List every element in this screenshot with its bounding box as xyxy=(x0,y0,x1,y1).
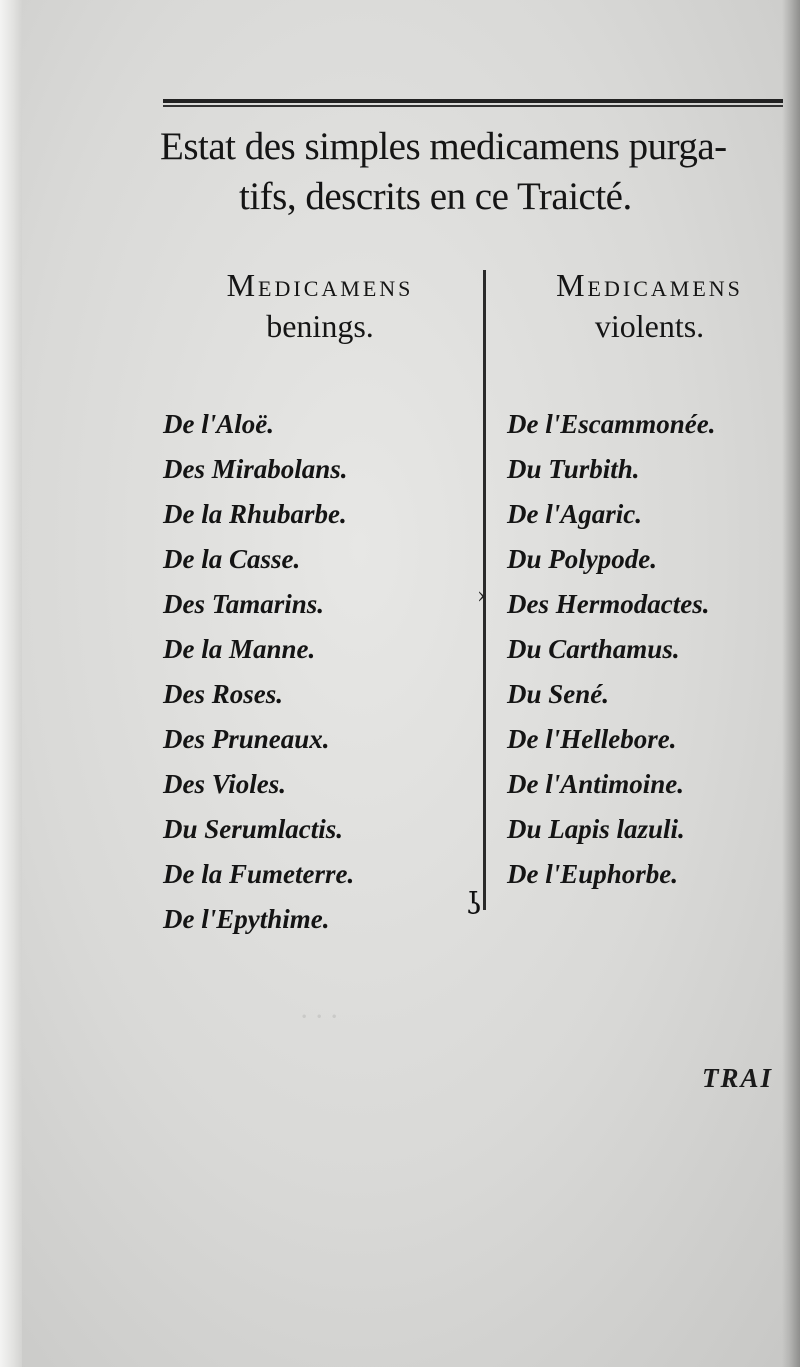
title-line-2: tifs, descrits en ce Traicté. xyxy=(239,175,632,218)
list-item: Des Violes. xyxy=(163,769,287,799)
list-item: De la Rhubarbe. xyxy=(163,499,347,529)
list-item: Des Pruneaux. xyxy=(163,724,330,754)
list-item: De l'Hellebore. xyxy=(507,724,677,754)
right-heading-caps: Medicamens xyxy=(556,267,743,303)
page-edge-left xyxy=(0,0,22,1367)
left-heading-caps: Medicamens xyxy=(226,267,414,303)
list-item: De l'Epythime. xyxy=(163,904,330,934)
list-item: De l'Escammonée. xyxy=(507,409,716,439)
violent-medicines-list xyxy=(507,402,715,897)
brace-tip-icon: ʖ xyxy=(466,887,483,922)
brace-point-icon: › xyxy=(477,584,486,609)
top-ornamental-rule xyxy=(163,99,783,109)
list-item: Du Lapis lazuli. xyxy=(507,814,685,844)
rule-bar-thin xyxy=(163,105,783,107)
list-item: De la Manne. xyxy=(163,634,316,664)
list-item: De l'Euphorbe. xyxy=(507,859,679,889)
benign-medicines-list xyxy=(163,402,354,942)
right-column-heading xyxy=(502,266,797,348)
list-item: Du Carthamus. xyxy=(507,634,680,664)
list-item: Du Serumlactis. xyxy=(163,814,344,844)
list-item: Des Hermodactes. xyxy=(507,589,710,619)
list-item: De l'Agaric. xyxy=(507,499,642,529)
left-column-heading xyxy=(160,266,480,348)
list-item: Des Tamarins. xyxy=(163,589,325,619)
list-item: Des Roses. xyxy=(163,679,283,709)
page-title xyxy=(160,122,785,222)
list-item: Du Polypode. xyxy=(507,544,657,574)
list-item: De la Casse. xyxy=(163,544,301,574)
list-item: Du Turbith. xyxy=(507,454,640,484)
list-item: De l'Antimoine. xyxy=(507,769,685,799)
list-item: Du Sené. xyxy=(507,679,610,709)
title-line-1: Estat des simples medicamens purga- xyxy=(160,125,727,168)
list-item: De l'Aloë. xyxy=(163,409,274,439)
rule-bar-thick xyxy=(163,99,783,103)
right-heading-sub: violents. xyxy=(594,308,705,344)
list-item: De la Fumeterre. xyxy=(163,859,355,889)
list-item: Des Mirabolans. xyxy=(163,454,348,484)
catchword: TRAI xyxy=(702,1063,774,1093)
left-heading-sub: benings. xyxy=(266,308,374,344)
show-through-text: · · · xyxy=(300,1000,338,1033)
